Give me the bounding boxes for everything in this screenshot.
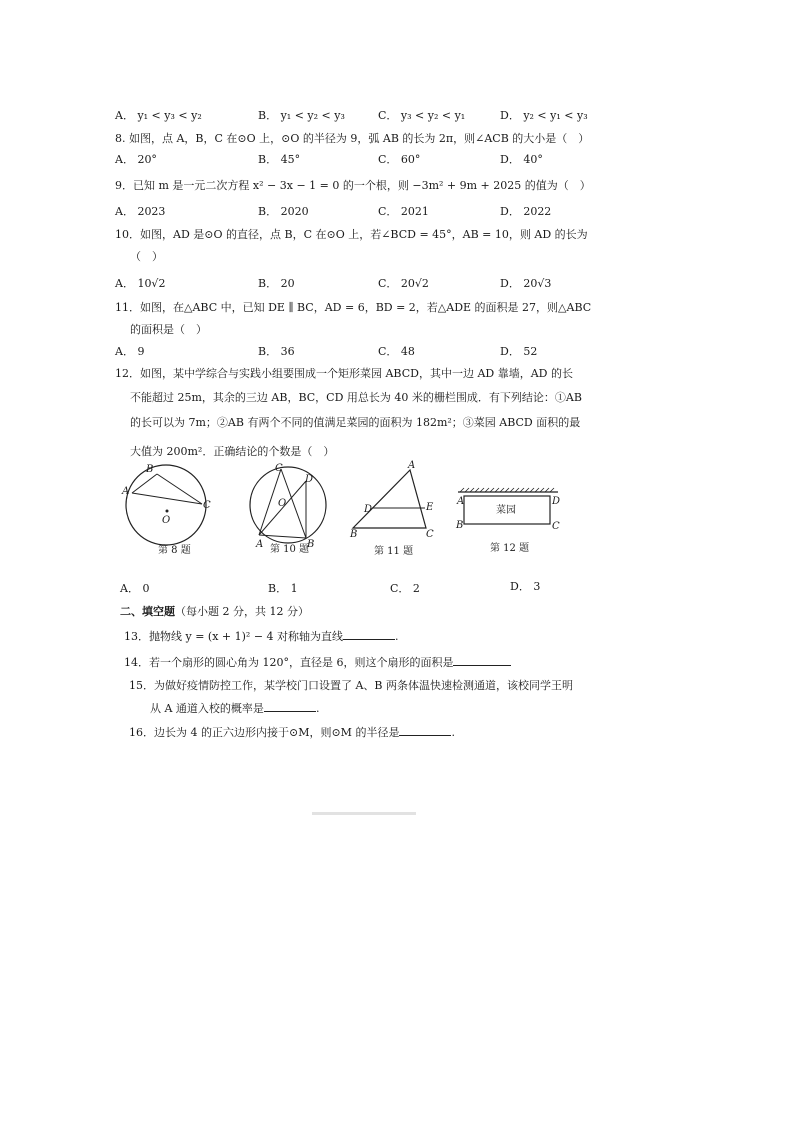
q8-text: 8. 如图，点 A，B，C 在⊙O 上，⊙O 的半径为 9，弧 AB 的长为 2π，则∠ACB 的大小是（ ） bbox=[115, 132, 590, 145]
q7-option-a: A． y₁ < y₃ < y₂ bbox=[115, 109, 202, 122]
footer-smudge bbox=[312, 812, 416, 815]
q13-end: . bbox=[395, 630, 399, 643]
fig10-label-o: O bbox=[278, 498, 287, 509]
fig11-label-c: C bbox=[426, 529, 434, 540]
section-2-title: 二、填空题 bbox=[120, 605, 175, 618]
fig11-label-d: D bbox=[364, 504, 373, 515]
figure-8 bbox=[121, 464, 211, 545]
q9-option-a: A． 2023 bbox=[115, 205, 166, 218]
fig10-label-d: D bbox=[305, 474, 314, 485]
q15-answer-blank[interactable] bbox=[264, 700, 316, 712]
fig8-caption: 第 8 题 bbox=[158, 545, 191, 556]
fig8-label-b: B bbox=[146, 464, 154, 475]
q13 bbox=[124, 628, 399, 644]
q10-option-a: A． 10√2 bbox=[115, 277, 166, 290]
q8-option-a: A． 20° bbox=[115, 153, 157, 166]
q11-option-a: A． 9 bbox=[115, 345, 145, 358]
q10-option-c: C． 20√2 bbox=[378, 277, 429, 290]
q7-option-c: C． y₃ < y₂ < y₁ bbox=[378, 109, 466, 122]
figure-10 bbox=[250, 463, 326, 550]
fig11-caption: 第 11 题 bbox=[374, 546, 414, 557]
q11-text-line2: 的面积是（ ） bbox=[130, 323, 207, 336]
q9-option-d: D． 2022 bbox=[500, 205, 552, 218]
fig10-caption: 第 10 题 bbox=[270, 544, 310, 555]
q14-answer-blank[interactable] bbox=[453, 654, 511, 666]
fig8-label-c: C bbox=[203, 500, 211, 511]
fig12-caption: 第 12 题 bbox=[490, 543, 530, 554]
fig11-label-b: B bbox=[350, 529, 358, 540]
fig8-label-a: A bbox=[122, 486, 130, 497]
fig11-label-e: E bbox=[426, 502, 434, 513]
q12-text-line3: 的长可以为 7m；②AB 有两个不同的值满足菜园的面积为 182m²；③菜园 ABCD 面积的最 bbox=[130, 416, 581, 429]
q7-option-d: D． y₂ < y₁ < y₃ bbox=[500, 109, 588, 122]
section-2-heading bbox=[120, 603, 309, 619]
q14-text: 14．若一个扇形的圆心角为 120°，直径是 6，则这个扇形的面积是 bbox=[124, 656, 454, 669]
figure-11 bbox=[349, 460, 434, 540]
fig12-label-c: C bbox=[552, 521, 560, 532]
q12-option-a: A． 0 bbox=[120, 582, 150, 595]
section-2-note: （每小题 2 分，共 12 分） bbox=[175, 605, 309, 618]
q9-text: 9．已知 m 是一元二次方程 x² − 3x − 1 = 0 的一个根，则 −3m² + 9m + 2025 的值为（ ） bbox=[115, 179, 591, 192]
fig12-garden-label: 菜园 bbox=[496, 505, 516, 516]
q11-option-d: D． 52 bbox=[500, 345, 538, 358]
q16-end: . bbox=[451, 726, 455, 739]
q15-line2 bbox=[150, 700, 319, 716]
q8-option-b: B． 45° bbox=[258, 153, 301, 166]
fig11-label-a: A bbox=[408, 460, 416, 471]
q10-option-d: D． 20√3 bbox=[500, 277, 552, 290]
q7-option-b: B． y₁ < y₂ < y₃ bbox=[258, 109, 345, 122]
fig12-label-b: B bbox=[456, 520, 464, 531]
figure-12 bbox=[455, 488, 560, 532]
q13-answer-blank[interactable] bbox=[343, 628, 395, 640]
q12-option-b: B． 1 bbox=[268, 582, 298, 595]
q8-option-d: D． 40° bbox=[500, 153, 543, 166]
q16-answer-blank[interactable] bbox=[399, 724, 451, 736]
fig10-label-c: C bbox=[275, 463, 283, 474]
q10-text-line1: 10．如图，AD 是⊙O 的直径，点 B，C 在⊙O 上，若∠BCD = 45°，AB = 10，则 AD 的长为 bbox=[115, 228, 588, 241]
fig10-label-a: A bbox=[256, 539, 264, 550]
q16 bbox=[129, 724, 455, 740]
q8-option-c: C． 60° bbox=[378, 153, 421, 166]
q10-option-b: B． 20 bbox=[258, 277, 295, 290]
q10-text-line2: （ ） bbox=[130, 250, 163, 263]
q12-option-d: D． 3 bbox=[510, 580, 541, 593]
q12-text-line4: 大值为 200m²．正确结论的个数是（ ） bbox=[130, 445, 335, 458]
q14 bbox=[124, 654, 511, 670]
q12-text-line1: 12．如图，某中学综合与实践小组要围成一个矩形菜园 ABCD，其中一边 AD 靠墙，AD 的长 bbox=[115, 367, 573, 380]
q15-text-line2: 从 A 通道入校的概率是 bbox=[150, 702, 264, 715]
fig12-label-a: A bbox=[457, 496, 465, 507]
q11-option-b: B． 36 bbox=[258, 345, 295, 358]
q12-text-line2: 不能超过 25m，其余的三边 AB，BC，CD 用总长为 40 米的栅栏围成．有下列结论：①AB bbox=[130, 391, 582, 404]
q16-text: 16．边长为 4 的正六边形内接于⊙M，则⊙M 的半径是 bbox=[129, 726, 400, 739]
q9-option-b: B． 2020 bbox=[258, 205, 309, 218]
q11-text-line1: 11．如图，在△ABC 中，已知 DE ∥ BC，AD = 6，BD = 2，若△ADE 的面积是 27，则△ABC bbox=[115, 301, 592, 314]
fig12-label-d: D bbox=[552, 496, 561, 507]
q13-text: 13．抛物线 y = (x + 1)² − 4 对称轴为直线 bbox=[124, 630, 344, 643]
fig10-label-b: B bbox=[307, 539, 315, 550]
q15-text-line1: 15．为做好疫情防控工作，某学校门口设置了 A、B 两条体温快速检测通道，该校同学王明 bbox=[129, 679, 574, 692]
q11-option-c: C． 48 bbox=[378, 345, 415, 358]
fig8-label-o: O bbox=[162, 515, 171, 526]
q9-option-c: C． 2021 bbox=[378, 205, 429, 218]
q15-end: . bbox=[315, 702, 320, 715]
q12-option-c: C． 2 bbox=[390, 582, 420, 595]
